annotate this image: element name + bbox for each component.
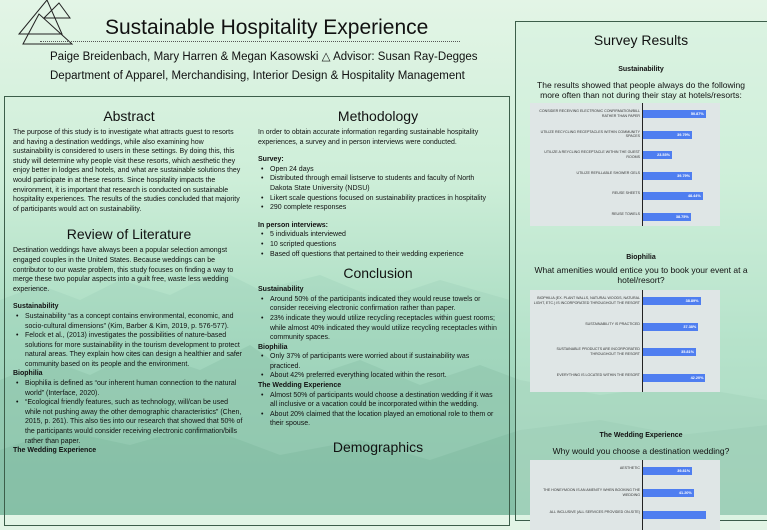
bullet-item: • Distributed through email listserve to students and faculty of North Dakota State University (NDSU) bbox=[258, 174, 498, 193]
category-label: AESTHETIC bbox=[619, 466, 640, 470]
chart-title: The results showed that people always do the following more often than not during their stay at hotels/resorts: bbox=[537, 80, 745, 100]
category-label: ALL INCLUSIVE (ALL SERVICES PROVIDED ON-SITE) bbox=[549, 510, 640, 514]
section-title: Biophilia bbox=[258, 343, 288, 351]
bullet-item: • 10 scripted questions bbox=[258, 240, 498, 250]
bullet-item: • Biophilia is defined as “our inherent human connection to the natural world” (Interface, 2020). bbox=[13, 379, 245, 398]
section-title: Biophilia bbox=[13, 370, 43, 378]
literature-intro: Destination weddings have always been a popular selection amongst engaged couples in the United States. Because weddings can be contributor to our waste problem, this study focuses on finding a way to merge these two popular aspects into a guilt free, waste less wedding experience. bbox=[13, 247, 234, 293]
abstract-text: The purpose of this study is to investigate what attracts guest to resorts and having a destination weddings, while also examining how sustainability is considered to users in these settings. By doing this, this study will determine why people visit these resorts, which aesthetic they enjoy better in lodges and hotels, and what are sustainable solutions they would participate in at these resorts. Since hospitality impacts the environment, it is important that research is conducted on sustainable hospitality experiences. The results of the studies concluded that majority of participants would act on sustainability. bbox=[13, 129, 241, 213]
chart-section-title: Biophilia bbox=[626, 254, 656, 261]
bar-chart-0 bbox=[530, 103, 720, 226]
bullet-list bbox=[258, 295, 498, 343]
bar: 48.44% bbox=[643, 192, 703, 200]
category-label: CONSIDER RECEIVING ELECTRONIC CONFIRMATION/BILL RATHER THAN PAPER bbox=[539, 109, 640, 118]
bar-chart-2 bbox=[530, 460, 720, 530]
bar: 35.81% bbox=[643, 348, 696, 356]
chart-section-title: Sustainability bbox=[618, 66, 664, 73]
category-label: UTILIZE A REYCLING RECEPTACLE WITHIN THE GUEST ROOMS bbox=[544, 150, 640, 159]
bar: 38.75% bbox=[643, 213, 691, 221]
chart-axis bbox=[642, 103, 643, 226]
bullet-item: • 23% indicate they would utilize recycling receptacles within guest rooms; while almost 40% indicated they would utilize recycling receptacles within community spaces. bbox=[258, 314, 498, 343]
category-label: SUSTAINABLE PRODUCTS ARE INCORPORATED THROUGHOUT THE RESORT bbox=[556, 347, 640, 356]
section-title: Sustainability bbox=[13, 303, 59, 311]
bullet-item: • Likert scale questions focused on sustainability practices in hospitality bbox=[258, 194, 498, 204]
methodology-intro: In order to obtain accurate information regarding sustainable hospitality experiences, a survey and in person interviews were conducted. bbox=[258, 129, 479, 146]
interview-list bbox=[258, 230, 498, 259]
bullet-item: • 290 complete responses bbox=[258, 203, 498, 213]
department: Department of Apparel, Merchandising, Interior Design & Hospitality Management bbox=[50, 70, 465, 82]
results-heading: Survey Results bbox=[593, 32, 689, 48]
bullet-item: • 5 individuals interviewed bbox=[258, 230, 498, 240]
bar: 39.79% bbox=[643, 172, 692, 180]
literature-sections bbox=[13, 302, 245, 456]
bullet-item: • Open 24 days bbox=[258, 165, 498, 175]
bar: 39.81% bbox=[643, 467, 692, 475]
section-title: The Wedding Experience bbox=[258, 382, 342, 390]
bullet-item: • Almost 50% of participants would choose a destination wedding if it was all inclusive or a vacation could be incorporated within the wedding. bbox=[258, 391, 498, 410]
bar: 23.53% bbox=[643, 151, 672, 159]
category-label: UTILIZE RECYCLING RECEPTACLES WITHIN COMMUNITY SPACES bbox=[540, 129, 640, 139]
demographics-heading: Demographics bbox=[332, 439, 424, 456]
title-divider bbox=[40, 41, 460, 42]
literature-heading: Review of Literature bbox=[66, 226, 192, 243]
category-label: REUSE TOWELS bbox=[611, 211, 640, 216]
category-label: UTILIZE REFILLABLE SHOWER GELS bbox=[576, 170, 640, 175]
bar: 39.79% bbox=[643, 131, 692, 139]
category-label: REUSE SHEETS bbox=[612, 191, 640, 195]
bullet-list bbox=[258, 391, 498, 429]
category-label: THE HONEYMOON IS AN AMENITY WHEN BOOKING THE WEDDING bbox=[543, 488, 640, 497]
authors: Paige Breidenbach, Mary Harren & Megan Kasowski △ Advisor: Susan Ray-Degges bbox=[50, 51, 478, 63]
bar: 37.38% bbox=[643, 323, 698, 331]
abstract-heading: Abstract bbox=[103, 108, 155, 124]
middle-column bbox=[258, 108, 498, 459]
survey-list bbox=[258, 165, 498, 213]
bullet-item: • About 42% preferred everything located within the resort. bbox=[258, 371, 498, 381]
bar: 50.87% bbox=[643, 110, 706, 118]
bar: 41.20% bbox=[643, 489, 694, 497]
chart-section-title: The Wedding Experience bbox=[599, 432, 683, 439]
poster-title: Sustainable Hospitality Experience bbox=[105, 16, 429, 39]
bar bbox=[643, 511, 706, 519]
section-title: Sustainability bbox=[258, 286, 304, 294]
section-title: The Wedding Experience bbox=[13, 447, 97, 455]
bullet-item: • Based off questions that pertained to their wedding experience bbox=[258, 250, 498, 260]
chart-title: Why would you choose a destination wedding? bbox=[552, 446, 730, 456]
conclusion-sections bbox=[258, 285, 498, 429]
methodology-heading: Methodology bbox=[337, 108, 419, 124]
category-label: EVERYTHING IS LOCATED WITHIN THE RESORT bbox=[556, 372, 640, 377]
triangles-logo-icon bbox=[17, 0, 87, 46]
bar: 38.89% bbox=[643, 297, 701, 305]
bullet-item: • Sustainability “as a concept contains environmental, economic, and socio-cultural dimensions” (Kim, Barber & Kim, 2019, p. 576-577). bbox=[13, 312, 245, 331]
survey-title: Survey: bbox=[258, 156, 284, 164]
bullet-item: • “Ecological friendly features, such as technology, will/can be used while not pushing away the other demographic characteristics” (Chen, 2015, p. 261). This also ties into our research that showed that 50% of the participants would consider receiving electronic confirmation/bills rather than paper. bbox=[13, 398, 245, 446]
bullet-item: • Felock et al., (2013) investigates the possibilities of nature-based solutions for more sustainability in the tourism development to protect natural areas. They explain how cites can design a healthier and safer community based on its people and the environment. bbox=[13, 331, 245, 369]
bar-chart-1 bbox=[530, 290, 720, 392]
bullet-item: • Only 37% of participants were worried about if sustainability was practiced. bbox=[258, 352, 498, 371]
category-label: SUSTAINABILITY IS PRACTICED bbox=[585, 321, 640, 326]
bullet-list bbox=[258, 352, 498, 381]
bullet-list bbox=[13, 312, 245, 370]
chart-title: What amenities would entice you to book your event at a hotel/resort? bbox=[534, 265, 748, 285]
bullet-item: • Around 50% of the participants indicated they would reuse towels or consider receiving electronic confirmation rather than paper. bbox=[258, 295, 498, 314]
bullet-list bbox=[13, 379, 245, 446]
conclusion-heading: Conclusion bbox=[343, 265, 413, 282]
interview-title: In person interviews: bbox=[258, 221, 329, 229]
bullet-item: • About 20% claimed that the location played an emotional role to them or their spouse. bbox=[258, 410, 498, 429]
left-column bbox=[13, 108, 245, 456]
bar: 42.20% bbox=[643, 374, 705, 382]
category-label: BIOPHILIA (EX. PLANT WALLS, NATURAL WOODS, NATURAL LIGHT, ETC.) IS INCORPORATED THROUGHOUT THE RESORT bbox=[533, 296, 640, 305]
